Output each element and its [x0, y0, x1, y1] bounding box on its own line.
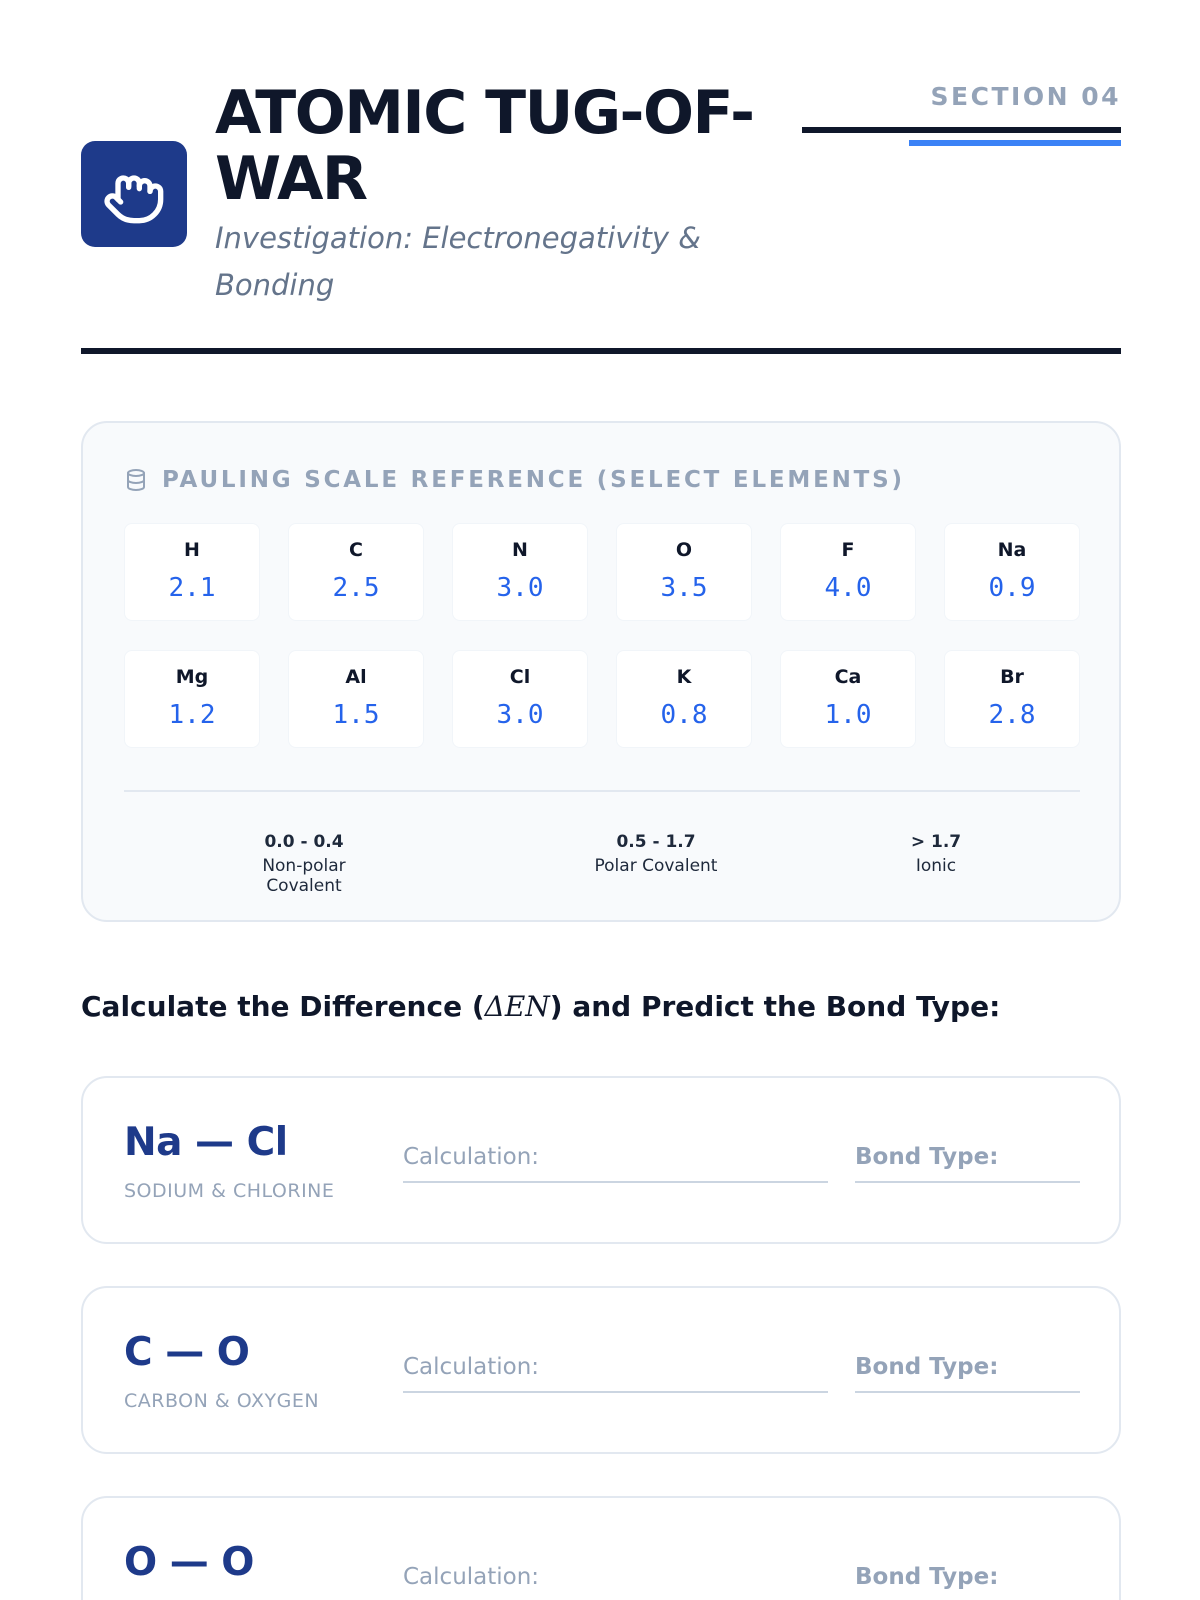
page-subtitle: Investigation: Electronegativity & Bonding [215, 221, 701, 302]
element-card [288, 650, 424, 748]
bond-card-o-o [81, 1496, 1121, 1600]
raised-fist-icon [102, 162, 166, 226]
element-symbol: Al [345, 666, 367, 688]
question-prompt [81, 990, 1000, 1023]
element-value: 0.9 [988, 573, 1036, 603]
range-label: Non-polar Covalent [262, 856, 346, 896]
element-symbol: F [841, 539, 855, 561]
section-label: SECTION 04 [930, 82, 1121, 111]
bond-card-c-o [81, 1286, 1121, 1454]
question-text-before: Calculate the Difference ( [81, 990, 485, 1023]
element-value: 4.0 [824, 573, 872, 603]
range-nonpolar [224, 832, 384, 896]
element-value: 1.0 [824, 700, 872, 730]
element-value: 1.5 [332, 700, 380, 730]
element-card [780, 523, 916, 621]
page-title: ATOMIC TUG-OF-WAR [215, 78, 754, 214]
bond-element-names: SODIUM & CHLORINE [124, 1180, 335, 1202]
logo-badge [81, 141, 187, 247]
element-symbol: Ca [834, 666, 862, 688]
calculation-field[interactable]: Calculation: [403, 1348, 828, 1393]
range-value: 0.0 - 0.4 [264, 832, 344, 852]
range-value: > 1.7 [910, 832, 962, 852]
range-polar [576, 832, 736, 876]
question-text-after: ) and Predict the Bond Type: [549, 990, 1001, 1023]
header-accent-rule-dark [802, 127, 1121, 133]
range-label: Ionic [915, 856, 957, 876]
delta-en-symbol: ΔEN [484, 990, 550, 1023]
range-ionic [876, 832, 996, 876]
element-card [616, 650, 752, 748]
calculation-field[interactable]: Calculation: [403, 1138, 828, 1183]
reference-divider [124, 790, 1080, 792]
element-symbol: H [184, 539, 200, 561]
element-value: 1.2 [168, 700, 216, 730]
element-card [452, 650, 588, 748]
reference-title: PAULING SCALE REFERENCE (SELECT ELEMENTS) [162, 467, 905, 493]
element-card [616, 523, 752, 621]
element-symbol: K [676, 666, 692, 688]
element-grid [124, 523, 1080, 748]
element-value: 0.8 [660, 700, 708, 730]
bond-formula: O — O [124, 1540, 254, 1585]
bond-type-field[interactable]: Bond Type: [855, 1348, 1080, 1393]
element-symbol: Mg [175, 666, 209, 688]
element-value: 2.8 [988, 700, 1036, 730]
bond-formula: C — O [124, 1330, 250, 1375]
range-label: Polar Covalent [594, 856, 718, 876]
element-value: 3.5 [660, 573, 708, 603]
bond-card-na-cl [81, 1076, 1121, 1244]
element-value: 2.1 [168, 573, 216, 603]
element-card [944, 523, 1080, 621]
calculation-field[interactable]: Calculation: [403, 1558, 828, 1600]
pauling-reference-panel [81, 421, 1121, 922]
element-card [288, 523, 424, 621]
element-symbol: C [349, 539, 363, 561]
element-symbol: O [675, 539, 693, 561]
element-card [124, 523, 260, 621]
element-value: 2.5 [332, 573, 380, 603]
bond-element-names: CARBON & OXYGEN [124, 1390, 320, 1412]
element-value: 3.0 [496, 700, 544, 730]
element-card [944, 650, 1080, 748]
header-accent-rule-blue [909, 140, 1121, 146]
element-symbol: Br [1000, 666, 1024, 688]
database-icon [124, 468, 148, 492]
bond-type-field[interactable]: Bond Type: [855, 1558, 1080, 1600]
reference-heading [124, 467, 905, 493]
element-symbol: Na [997, 539, 1027, 561]
bond-formula: Na — Cl [124, 1120, 288, 1165]
element-card [780, 650, 916, 748]
element-symbol: Cl [509, 666, 531, 688]
element-card [452, 523, 588, 621]
element-value: 3.0 [496, 573, 544, 603]
element-symbol: N [512, 539, 528, 561]
worksheet-header [81, 80, 1121, 354]
bond-type-field[interactable]: Bond Type: [855, 1138, 1080, 1183]
range-value: 0.5 - 1.7 [616, 832, 696, 852]
element-card [124, 650, 260, 748]
